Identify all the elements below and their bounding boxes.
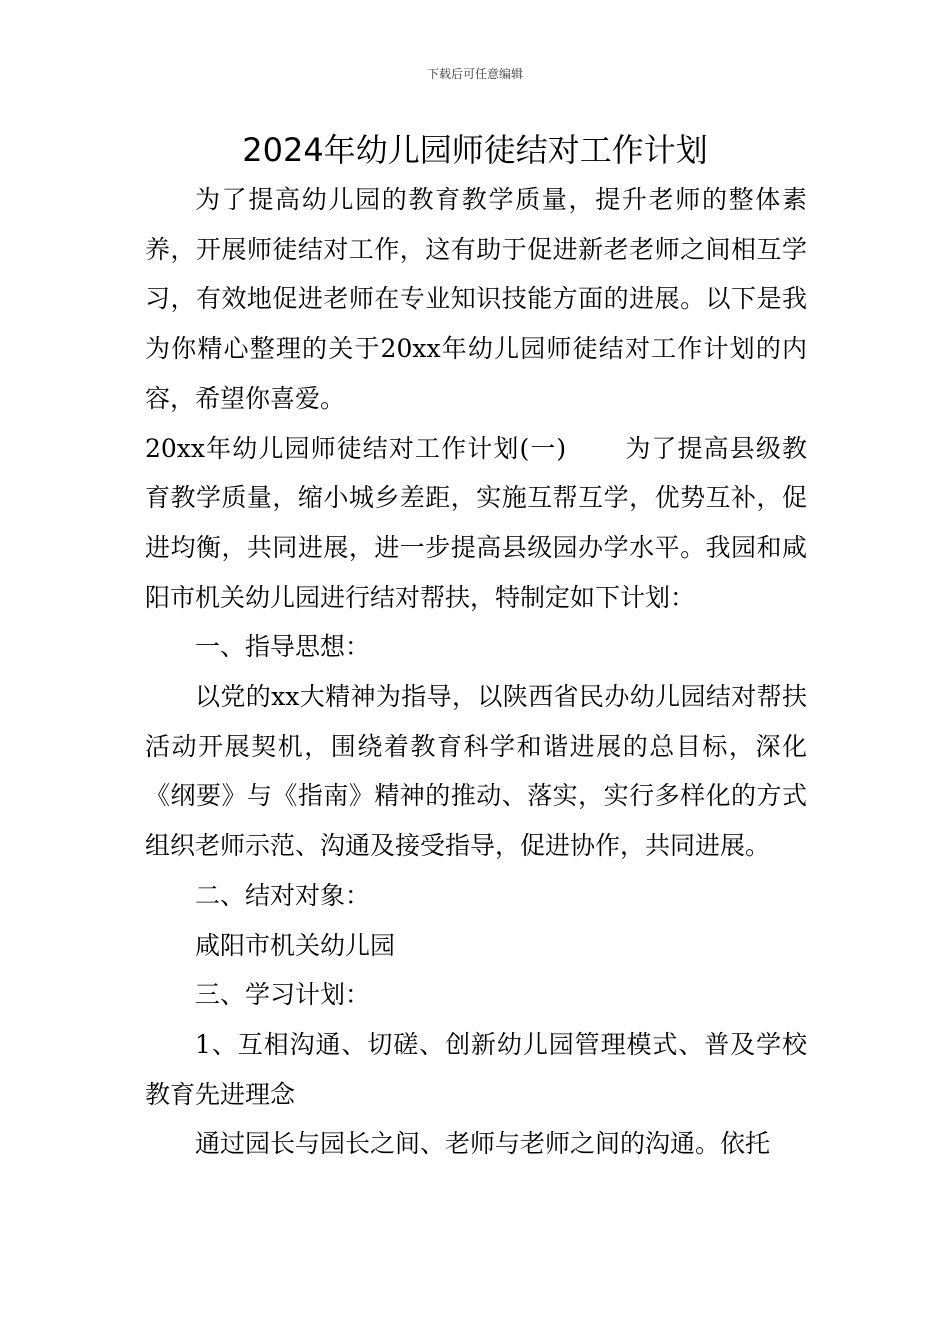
guiding-ideology-paragraph: 以党的xx大精神为指导，以陕西省民办幼儿园结对帮扶活动开展契机，围绕着教育科学和谐进展的总目标，深化《纲要》与《指南》精神的推动、落实，实行多样化的方式组织老师示范、沟通及接受指导，促进协作，共同进展。: [145, 682, 807, 861]
intro-paragraph: 为了提高幼儿园的教育教学质量，提升老师的整体素养，开展师徒结对工作，这有助于促进新老老师之间相互学习，有效地促进老师在专业知识技能方面的进展。以下是我为你精心整理的关于20xx年幼儿园师徒结对工作计划的内容，希望你喜爱。: [145, 185, 807, 413]
plan-one-paragraph: [145, 424, 807, 623]
guiding-ideology-heading: 一、指导思想：: [195, 632, 371, 662]
plan-one-text: 为了提高县级教育教学质量，缩小城乡差距，实施互帮互学，优势互补，促进均衡，共同进展，进一步提高县级园办学水平。我园和咸阳市机关幼儿园进行结对帮扶，特制定如下计划：: [145, 433, 807, 612]
header-note: 下载后可任意编辑: [426, 67, 523, 81]
section-heading: 20xx年幼儿园师徒结对工作计划(一): [145, 433, 567, 463]
pairing-target-text: 咸阳市机关幼儿园: [195, 930, 396, 960]
pairing-target-heading: 二、结对对象：: [195, 880, 371, 910]
study-plan-heading: 三、学习计划：: [195, 980, 371, 1010]
document-body: [145, 175, 807, 1169]
page-title: 2024年幼儿园师徒结对工作计划: [242, 131, 708, 169]
study-plan-item-1-text: 通过园长与园长之间、老师与老师之间的沟通。依托: [195, 1129, 771, 1159]
study-plan-item-1: 1、互相沟通、切磋、创新幼儿园管理模式、普及学校教育先进理念: [145, 1029, 807, 1109]
